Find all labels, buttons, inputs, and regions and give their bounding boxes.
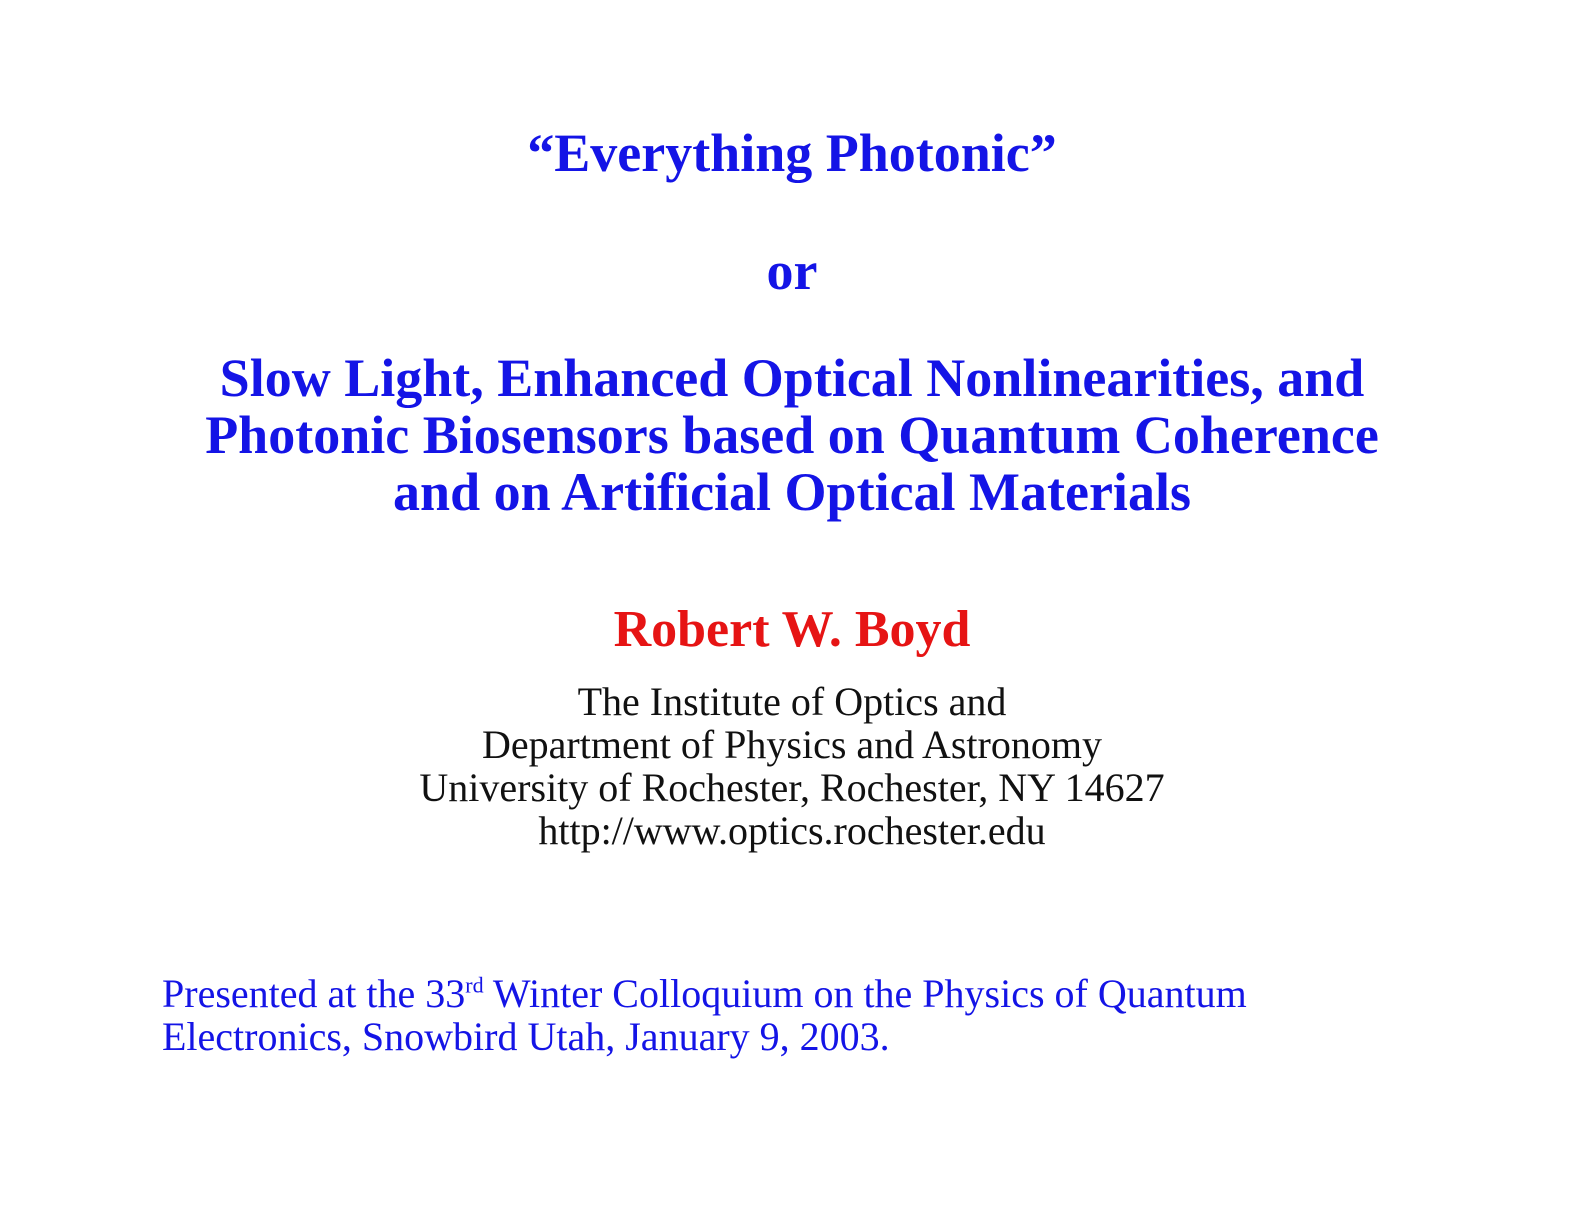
affiliation-line: University of Rochester, Rochester, NY 14627 — [419, 765, 1165, 810]
subtitle-line: Slow Light, Enhanced Optical Nonlinearities, and — [219, 348, 1365, 408]
affiliation-line: The Institute of Optics and — [577, 679, 1007, 724]
presentation-line-2: Electronics, Snowbird Utah, January 9, 2003. — [162, 1014, 890, 1059]
slide-subtitle — [0, 350, 1584, 521]
affiliation-block — [0, 680, 1584, 852]
slide-title: “Everything Photonic” — [527, 123, 1057, 183]
presentation-note — [162, 972, 1462, 1058]
subtitle-line: Photonic Biosensors based on Quantum Coherence — [205, 405, 1379, 465]
author-name: Robert W. Boyd — [613, 601, 971, 658]
affiliation-url: http://www.optics.rochester.edu — [538, 808, 1046, 853]
presentation-line-1-rest: Winter Colloquium on the Physics of Quantum — [483, 971, 1247, 1016]
ordinal-suffix: rd — [465, 972, 484, 998]
affiliation-line: Department of Physics and Astronomy — [482, 722, 1102, 767]
title-or: or — [766, 241, 818, 301]
presentation-prefix: Presented at the 33 — [162, 971, 466, 1016]
presentation-line-1 — [162, 972, 1462, 1015]
subtitle-line: and on Artificial Optical Materials — [393, 462, 1191, 522]
